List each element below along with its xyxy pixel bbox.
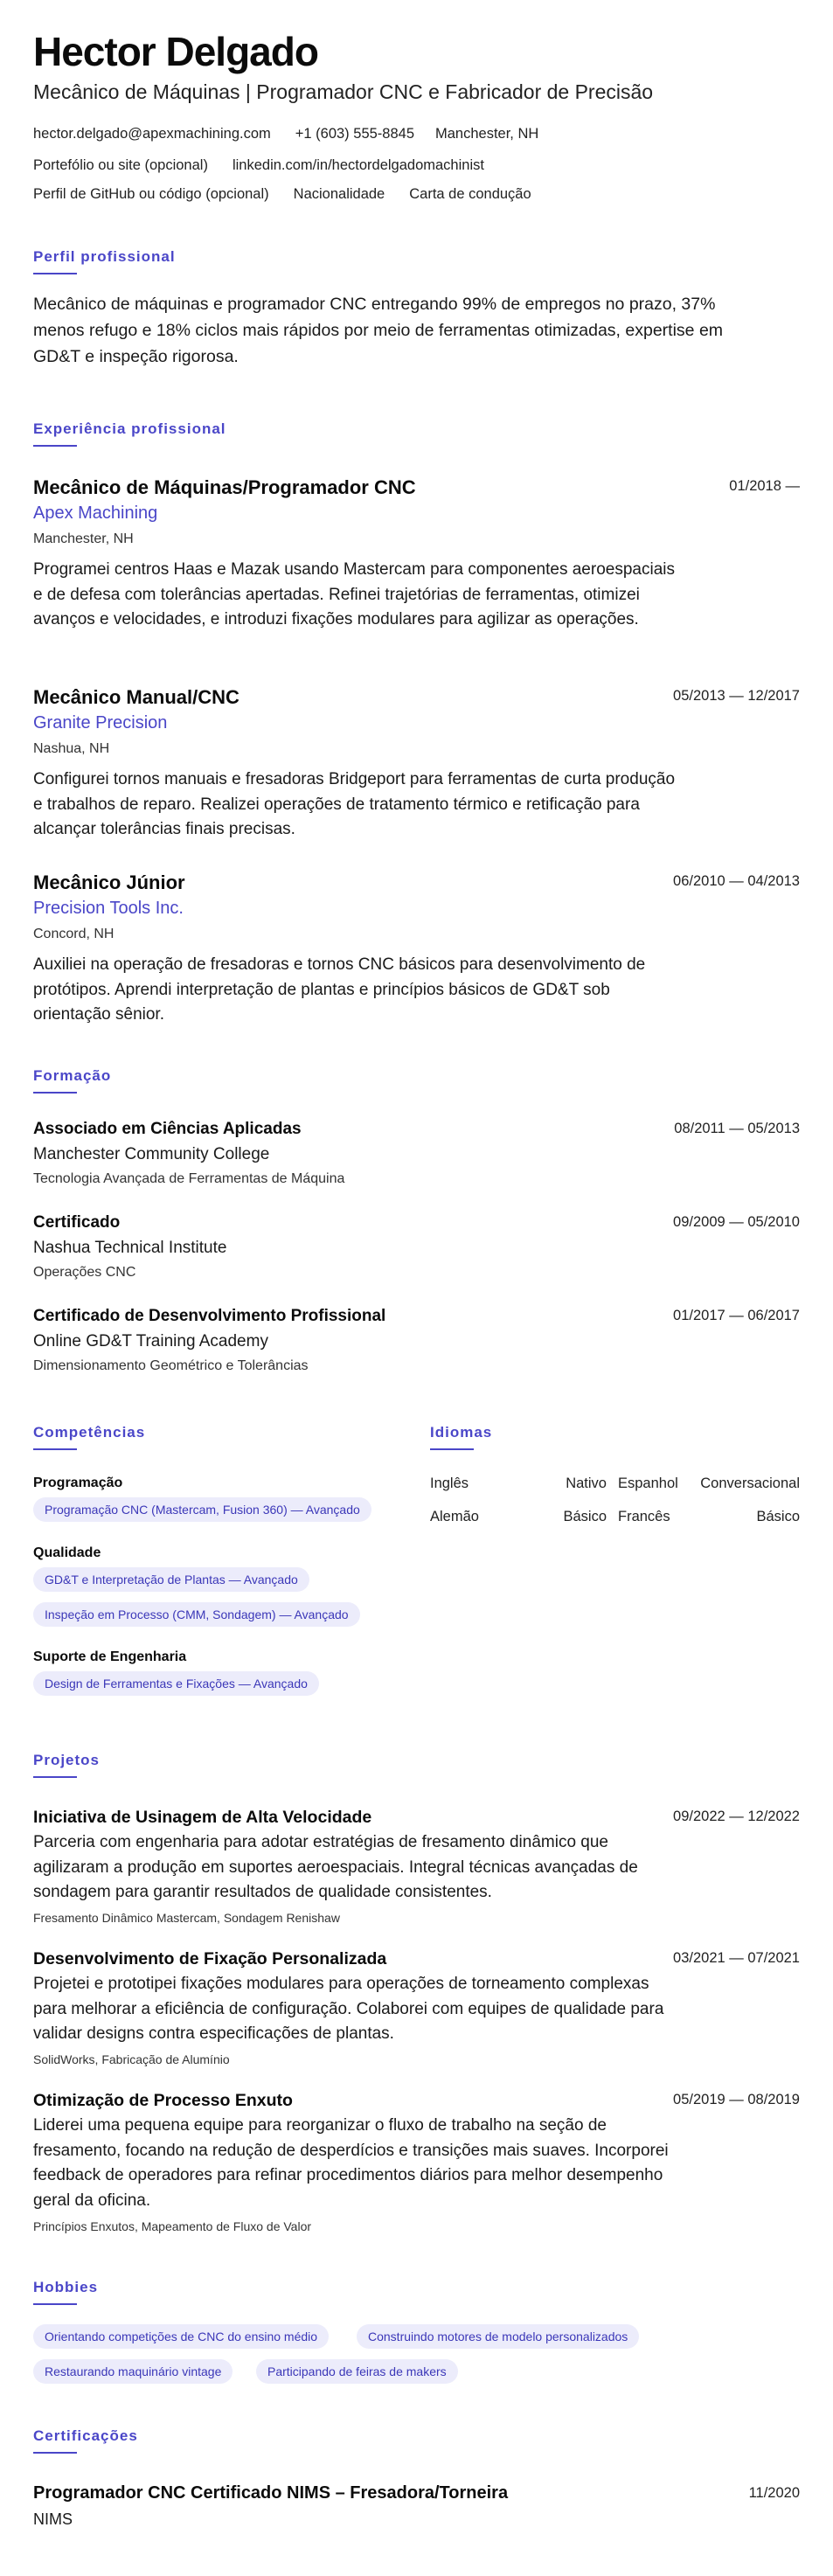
section-title-skills: Competências <box>33 1424 146 1441</box>
project-description: Liderei uma pequena equipe para reorganizar o fluxo de trabalho na seção de fresamento, focando na redução de desperdícios e transições mais suaves. Incorporei feedback de operadores para refinar procedimentos diários para melhor desempenho geral da oficina. <box>33 2116 669 2210</box>
education-degree: Associado em Ciências Aplicadas <box>33 1120 302 1138</box>
section-title-certifications: Certificações <box>33 2427 138 2444</box>
education-field: Dimensionamento Geométrico e Tolerâncias <box>33 1358 309 1373</box>
contact-row <box>33 186 531 203</box>
skill-chip: Inspeção em Processo (CMM, Sondagem) — Avançado <box>33 1602 360 1627</box>
linkedin-link[interactable]: linkedin.com/in/hectordelgadomachinist <box>232 157 484 173</box>
section-title-experience: Experiência profissional <box>33 420 226 437</box>
certification-title: Programador CNC Certificado NIMS – Fresadora/Torneira <box>33 2483 509 2503</box>
section-divider <box>33 273 77 274</box>
job-location: Nashua, NH <box>33 741 110 756</box>
education-dates: 08/2011 — 05/2013 <box>674 1121 800 1136</box>
hobby-chip: Restaurando maquinário vintage <box>33 2359 233 2384</box>
skill-chip: Design de Ferramentas e Fixações — Avançado <box>33 1671 319 1696</box>
profile-summary: Mecânico de máquinas e programador CNC entregando 99% de empregos no prazo, 37% menos refugo e 18% ciclos mais rápidos por meio de ferramentas otimizadas, expertise em GD&T e inspeção rigorosa. <box>33 295 724 366</box>
project-title: Iniciativa de Usinagem de Alta Velocidade <box>33 1808 372 1827</box>
section-divider <box>33 1092 77 1094</box>
certification-issuer: NIMS <box>33 2510 73 2528</box>
job-location: Manchester, NH <box>33 531 134 546</box>
project-dates: 09/2022 — 12/2022 <box>673 1809 800 1824</box>
education-degree: Certificado <box>33 1213 121 1232</box>
section-title-profile: Perfil profissional <box>33 248 176 265</box>
hobby-chip: Construindo motores de modelo personalizados <box>357 2324 639 2349</box>
skill-group-name: Qualidade <box>33 1545 101 1560</box>
nationality-text: Nacionalidade <box>293 186 385 202</box>
phone-text: +1 (603) 555-8845 <box>295 126 414 142</box>
education-school: Online GD&T Training Academy <box>33 1332 268 1350</box>
hobby-chip: Orientando competições de CNC do ensino médio <box>33 2324 329 2349</box>
education-field: Tecnologia Avançada de Ferramentas de Máquina <box>33 1171 345 1186</box>
project-title: Desenvolvimento de Fixação Personalizada <box>33 1949 387 1968</box>
section-divider <box>430 1448 474 1450</box>
job-dates: 05/2013 — 12/2017 <box>673 688 800 704</box>
section-divider <box>33 2303 77 2305</box>
job-title: Mecânico Manual/CNC <box>33 686 239 708</box>
section-divider <box>33 1448 77 1450</box>
project-dates: 03/2021 — 07/2021 <box>673 1950 800 1966</box>
section-title-hobbies: Hobbies <box>33 2279 99 2295</box>
education-degree: Certificado de Desenvolvimento Profissional <box>33 1307 386 1325</box>
language-level: Básico <box>756 1509 800 1524</box>
section-title-education: Formação <box>33 1067 112 1084</box>
education-dates: 01/2017 — 06/2017 <box>673 1308 800 1323</box>
job-description: Programei centros Haas e Mazak usando Mastercam para componentes aeroespaciais e de defesa com tolerâncias apertadas. Refinei trajetórias de ferramentas, otimizei avanços e velocidades, e introduzi fixações modulares para agilizar as operações. <box>33 560 675 628</box>
job-title: Mecânico Júnior <box>33 871 185 893</box>
contact-row <box>33 126 538 142</box>
candidate-headline: Mecânico de Máquinas | Programador CNC e Fabricador de Precisão <box>33 80 654 103</box>
job-dates: 06/2010 — 04/2013 <box>673 873 800 889</box>
language-name: Espanhol <box>618 1475 678 1491</box>
language-level: Conversacional <box>700 1475 800 1491</box>
project-description: Projetei e prototipei fixações modulares para operações de torneamento complexas para melhorar a eficiência de configuração. Colaborei com equipes de qualidade para validar designs contra especificações de plantas. <box>33 1975 664 2043</box>
education-field: Operações CNC <box>33 1265 136 1280</box>
skill-chip: GD&T e Interpretação de Plantas — Avançado <box>33 1567 309 1592</box>
language-name: Inglês <box>430 1475 469 1491</box>
driving-license-text: Carta de condução <box>409 186 531 202</box>
section-divider <box>33 1776 77 1778</box>
job-description: Auxiliei na operação de fresadoras e tornos CNC básicos para desenvolvimento de protótipos. Aprendi interpretação de plantas e princípios básicos de GD&T sob orientação sênior. <box>33 955 646 1024</box>
project-tags: SolidWorks, Fabricação de Alumínio <box>33 2052 230 2066</box>
project-title: Otimização de Processo Enxuto <box>33 2091 293 2110</box>
job-title: Mecânico de Máquinas/Programador CNC <box>33 476 416 498</box>
github-link[interactable]: Perfil de GitHub ou código (opcional) <box>33 186 269 202</box>
language-name: Alemão <box>430 1509 479 1524</box>
section-title-languages: Idiomas <box>430 1424 493 1441</box>
education-school: Nashua Technical Institute <box>33 1239 227 1257</box>
project-tags: Fresamento Dinâmico Mastercam, Sondagem Renishaw <box>33 1911 340 1925</box>
job-company: Apex Machining <box>33 503 158 523</box>
candidate-name: Hector Delgado <box>33 29 318 74</box>
hobby-chip: Participando de feiras de makers <box>256 2359 458 2384</box>
job-location: Concord, NH <box>33 927 115 941</box>
job-dates: 01/2018 — <box>729 478 800 494</box>
skill-chip: Programação CNC (Mastercam, Fusion 360) — Avançado <box>33 1497 371 1522</box>
contact-row <box>33 157 484 174</box>
project-description: Parceria com engenharia para adotar estratégias de fresamento dinâmico que agilizaram a produção em suportes aeroespaciais. Integral técnicas avançadas de sondagem para garantir resultados de qualidade consistentes. <box>33 1833 638 1901</box>
email-link[interactable]: hector.delgado@apexmachining.com <box>33 126 271 142</box>
project-tags: Princípios Enxutos, Mapeamento de Fluxo de Valor <box>33 2219 312 2233</box>
job-description: Configurei tornos manuais e fresadoras Bridgeport para ferramentas de curta produção e trabalhos de reparo. Realizei operações de tratamento térmico e retificação para alcançar tolerâncias finais precisas. <box>33 770 676 838</box>
location-text: Manchester, NH <box>435 126 539 142</box>
section-divider <box>33 445 77 447</box>
language-level: Básico <box>563 1509 607 1524</box>
project-dates: 05/2019 — 08/2019 <box>673 2092 800 2107</box>
section-divider <box>33 2452 77 2454</box>
portfolio-link[interactable]: Portefólio ou site (opcional) <box>33 157 208 173</box>
skill-group-name: Programação <box>33 1475 123 1490</box>
education-dates: 09/2009 — 05/2010 <box>673 1214 800 1230</box>
language-level: Nativo <box>566 1475 607 1491</box>
job-company: Granite Precision <box>33 713 168 733</box>
education-school: Manchester Community College <box>33 1145 270 1163</box>
job-company: Precision Tools Inc. <box>33 899 184 918</box>
certification-date: 11/2020 <box>748 2485 800 2501</box>
language-name: Francês <box>618 1509 670 1524</box>
section-title-projects: Projetos <box>33 1752 101 1768</box>
skill-group-name: Suporte de Engenharia <box>33 1649 187 1664</box>
